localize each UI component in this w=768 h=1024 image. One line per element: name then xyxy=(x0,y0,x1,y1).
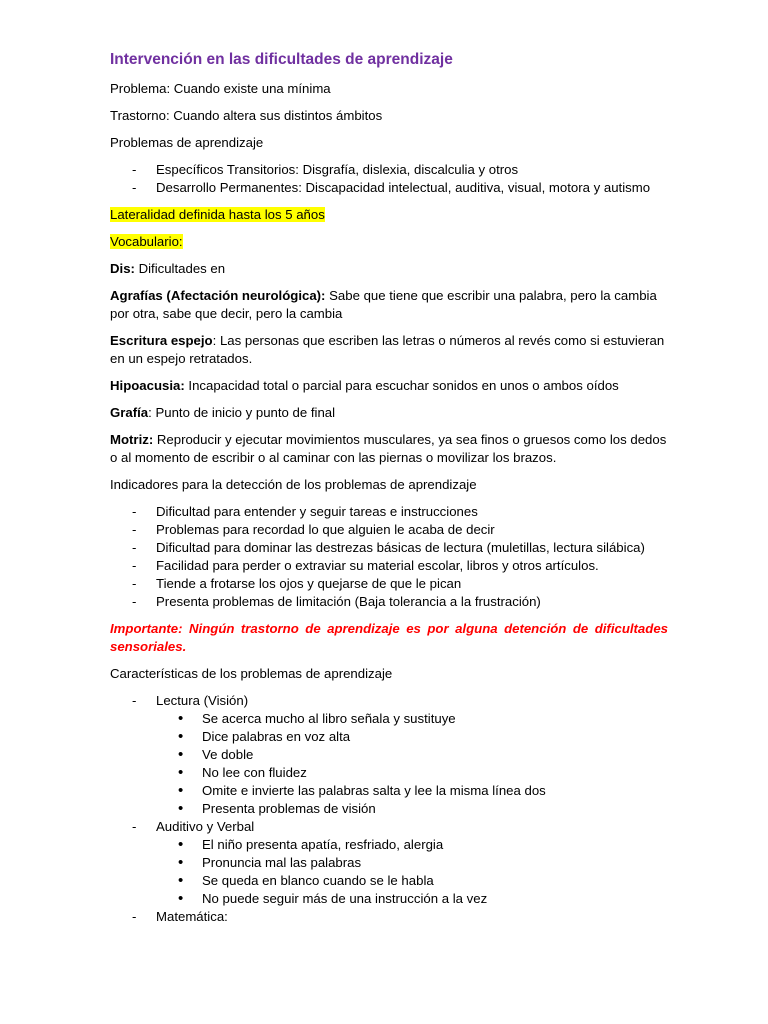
list-item: - Tiende a frotarse los ojos y quejarse de que le pican xyxy=(110,575,668,593)
list-item: - Desarrollo Permanentes: Discapacidad intelectual, auditiva, visual, motora y autismo xyxy=(110,179,668,197)
problemas-list xyxy=(110,161,668,197)
sub-list-item: • Omite e invierte las palabras salta y lee la misma línea dos xyxy=(156,782,668,800)
vocab-term: Escritura espejo xyxy=(110,333,213,348)
vocab-def: Reproducir y ejecutar movimientos musculares, ya sea finos o gruesos como los dedos o al momento de escribir o al caminar con las piernas o movilizar los brazos. xyxy=(110,432,667,465)
vocab-def: : Las personas que escriben las letras o números al revés como si estuvieran en un espejo retratados. xyxy=(110,333,665,366)
list-item-matematica xyxy=(110,908,668,926)
highlighted-text: Lateralidad definida hasta los 5 años xyxy=(110,207,325,222)
highlight-lateralidad xyxy=(110,206,668,224)
vocab-escritura-espejo xyxy=(110,332,668,368)
list-item: - Facilidad para perder o extraviar su material escolar, libros y otros artículos. xyxy=(110,557,668,575)
vocab-term: Hipoacusia: xyxy=(110,378,185,393)
highlight-vocabulario xyxy=(110,233,668,251)
category-label: Auditivo y Verbal xyxy=(156,819,255,834)
vocab-def: : Punto de inicio y punto de final xyxy=(148,405,336,420)
list-item-auditivo xyxy=(110,818,668,908)
sub-list-item: • Se queda en blanco cuando se le habla xyxy=(156,872,668,890)
importante-note: Importante: Ningún trastorno de aprendizaje es por alguna detención de dificultades sensoriales. xyxy=(110,621,668,654)
category-label: Matemática: xyxy=(156,909,228,924)
sub-list-item: • No puede seguir más de una instrucción a la vez xyxy=(156,890,668,908)
list-item: - Específicos Transitorios: Disgrafía, dislexia, discalculia y otros xyxy=(110,161,668,179)
list-item: - Problemas para recordad lo que alguien le acaba de decir xyxy=(110,521,668,539)
sub-list-item: • Presenta problemas de visión xyxy=(156,800,668,818)
vocab-term: Agrafías (Afectación neurológica): xyxy=(110,288,326,303)
sub-list xyxy=(156,836,668,908)
vocab-term: Dis: xyxy=(110,261,135,276)
highlighted-text: Vocabulario: xyxy=(110,234,183,249)
intro-problemas-heading: Problemas de aprendizaje xyxy=(110,135,264,150)
category-label: Lectura (Visión) xyxy=(156,693,249,708)
list-item: - Presenta problemas de limitación (Baja tolerancia a la frustración) xyxy=(110,593,668,611)
vocab-term: Grafía xyxy=(110,405,149,420)
list-item: - Dificultad para dominar las destrezas básicas de lectura (muletillas, lectura silábica) xyxy=(110,539,668,557)
indicadores-list xyxy=(110,503,668,611)
sub-list-item: • Ve doble xyxy=(156,746,668,764)
vocab-def: Dificultades en xyxy=(134,261,226,276)
sub-list-item: • El niño presenta apatía, resfriado, alergia xyxy=(156,836,668,854)
list-item: - Dificultad para entender y seguir tareas e instrucciones xyxy=(110,503,668,521)
indicadores-heading: Indicadores para la detección de los problemas de aprendizaje xyxy=(110,477,477,492)
document-title: Intervención en las dificultades de aprendizaje xyxy=(110,51,453,68)
vocab-grafia xyxy=(110,404,668,422)
sub-list xyxy=(156,710,668,818)
caracteristicas-heading: Características de los problemas de aprendizaje xyxy=(110,666,393,681)
sub-list-item: • Dice palabras en voz alta xyxy=(156,728,668,746)
list-item-lectura xyxy=(110,692,668,818)
vocab-motriz xyxy=(110,431,668,467)
intro-problema: Problema: Cuando existe una mínima xyxy=(110,81,331,96)
vocab-hipoacusia xyxy=(110,377,668,395)
vocab-def: Incapacidad total o parcial para escuchar sonidos en unos o ambos oídos xyxy=(184,378,619,393)
sub-list-item: • No lee con fluidez xyxy=(156,764,668,782)
caracteristicas-list xyxy=(110,692,668,926)
intro-trastorno: Trastorno: Cuando altera sus distintos ámbitos xyxy=(110,108,383,123)
vocab-dis xyxy=(110,260,668,278)
vocab-def: Sabe que tiene que escribir una palabra, pero la cambia por otra, sabe que decir, pero la cambia xyxy=(110,288,657,321)
sub-list-item: • Se acerca mucho al libro señala y sustituye xyxy=(156,710,668,728)
vocab-agrafias xyxy=(110,287,668,323)
vocab-term: Motriz: xyxy=(110,432,154,447)
sub-list-item: • Pronuncia mal las palabras xyxy=(156,854,668,872)
